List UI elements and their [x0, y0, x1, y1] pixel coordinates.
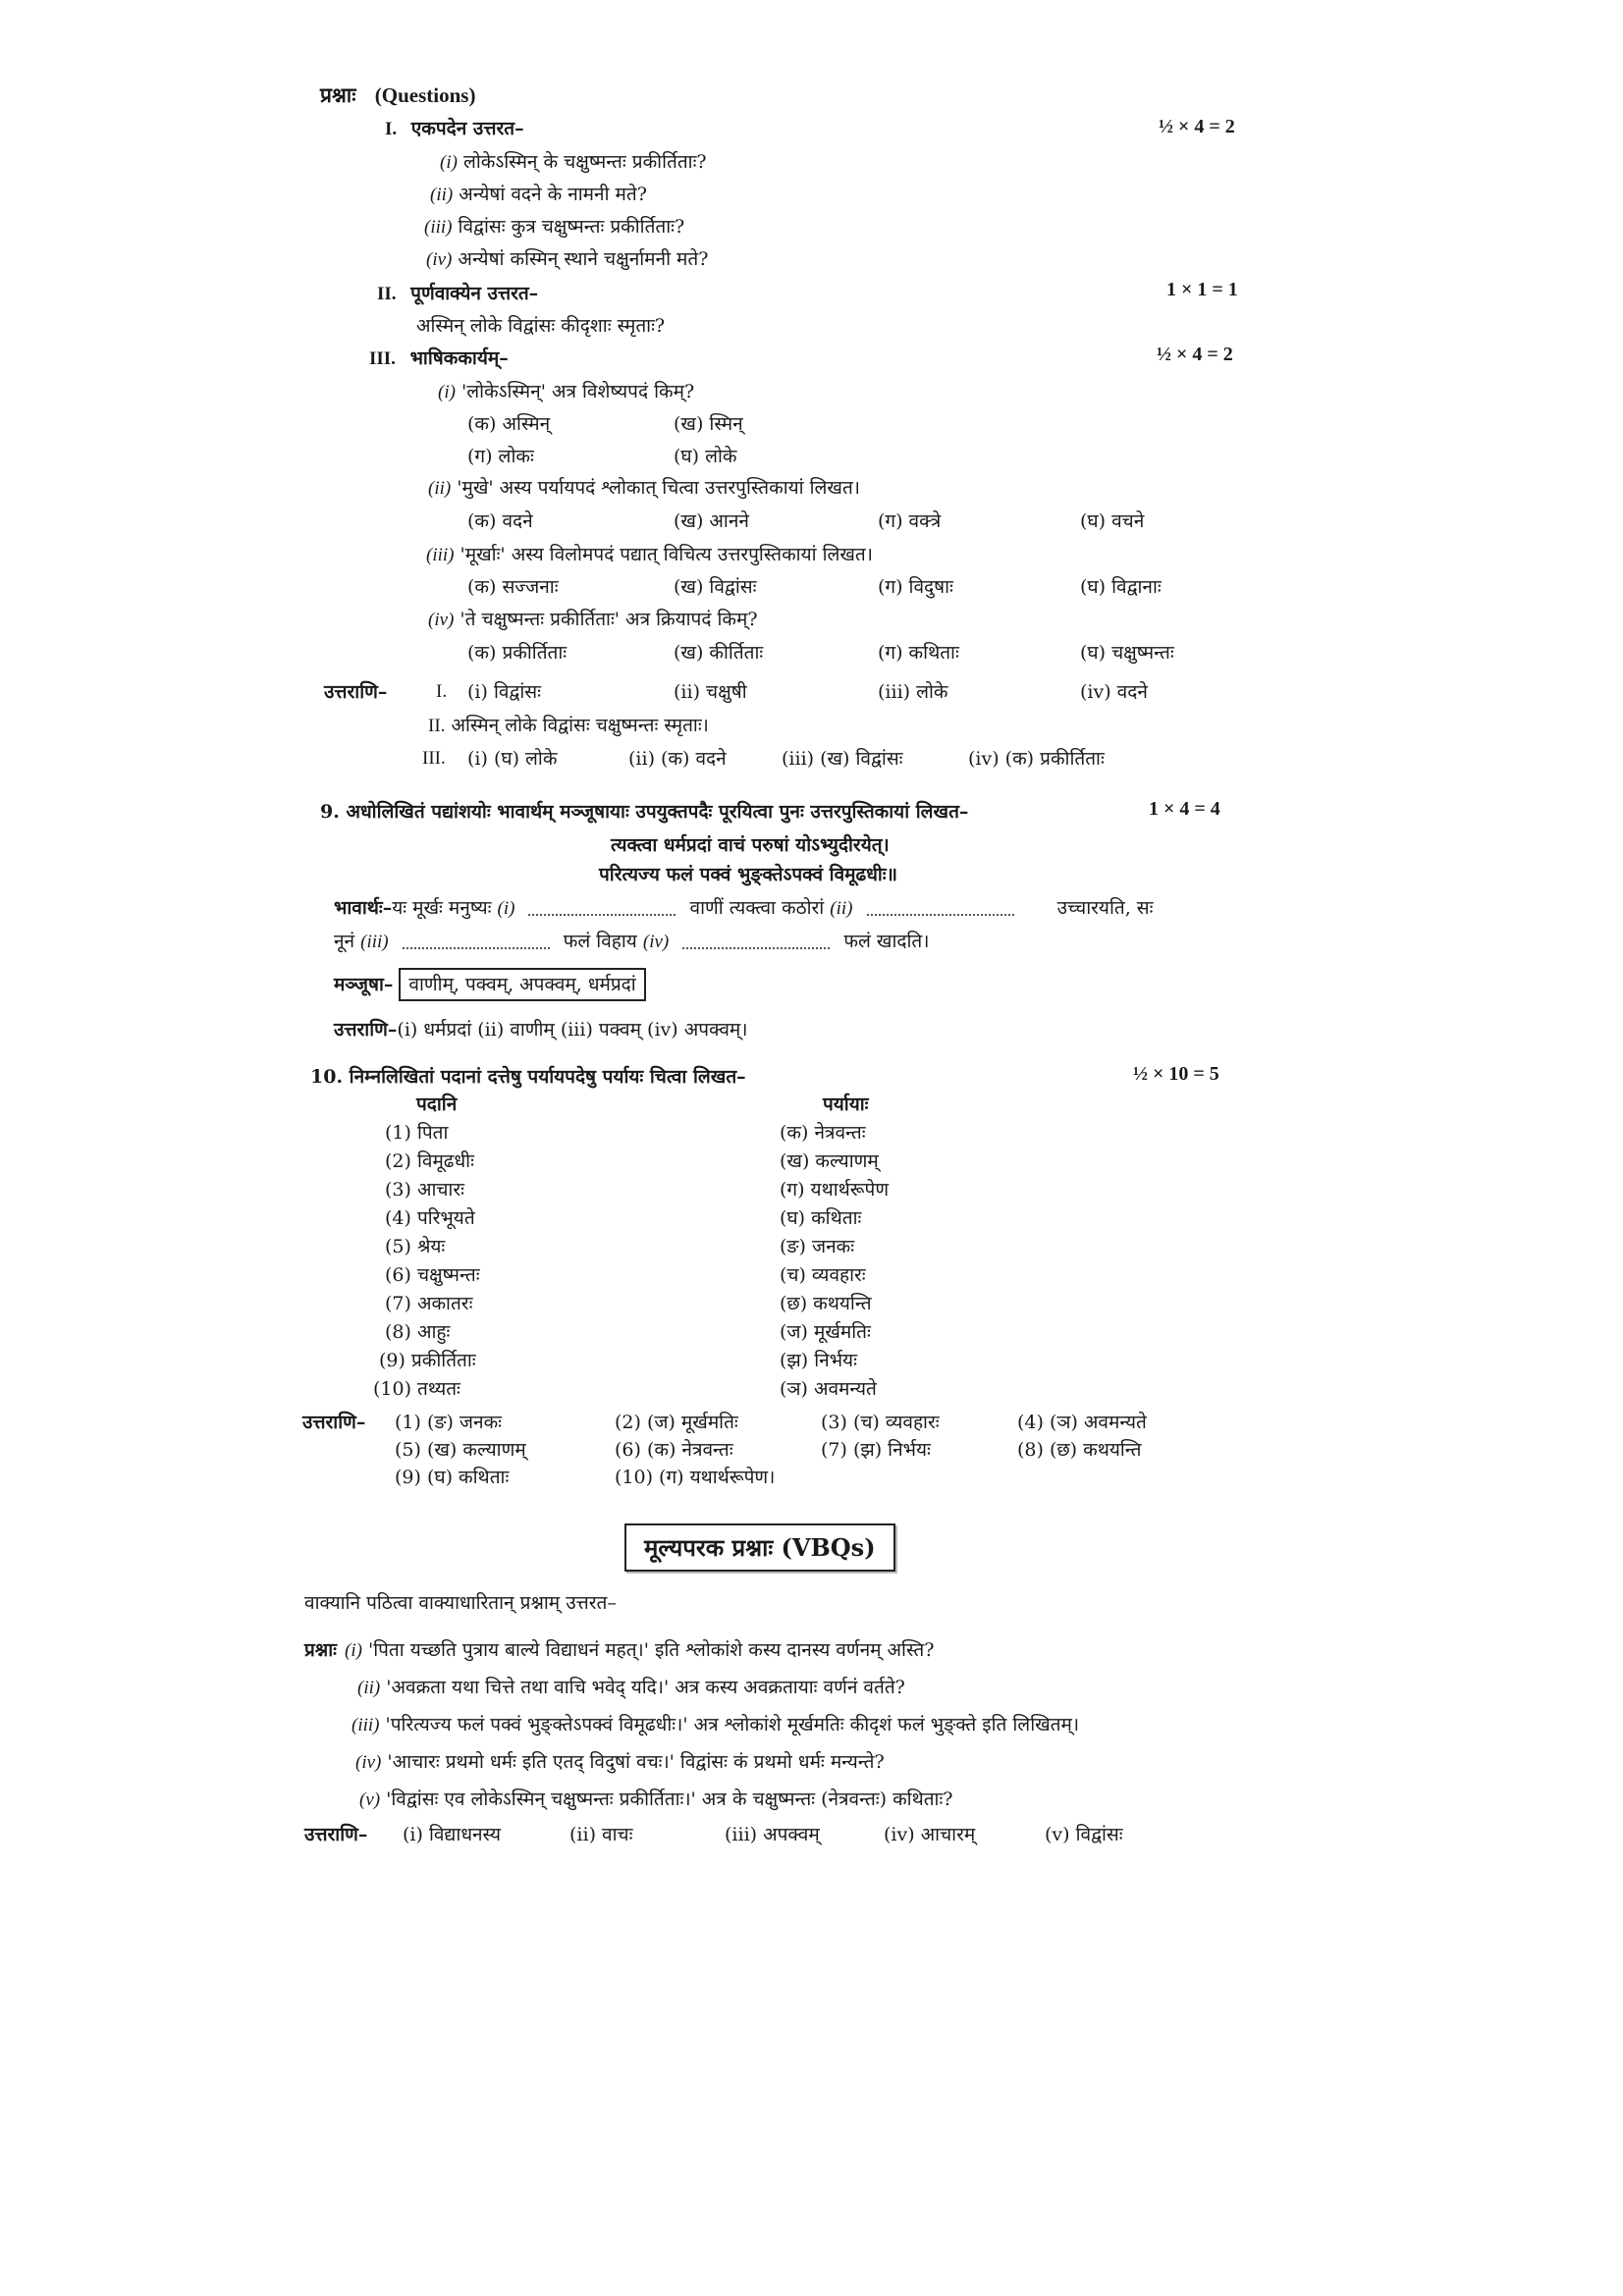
- sec1-question: [430, 182, 647, 208]
- answers-label: उत्तराणि–: [324, 681, 388, 703]
- vbq-question: [304, 1637, 934, 1664]
- word-item: (4) परिभूयते: [385, 1207, 475, 1229]
- option: (ग) कथिताः: [878, 642, 959, 664]
- answer-item: (iii) (ख) विद्वांसः: [782, 748, 903, 770]
- answer-item: (v) विद्वांसः: [1045, 1824, 1123, 1845]
- answer-item: (6) (क) नेत्रवन्तः: [615, 1439, 733, 1461]
- item-text: 'ते चक्षुष्मन्तः प्रकीर्तिताः' अत्र क्रियापदं किम्?: [460, 609, 758, 630]
- blank-4: [682, 935, 830, 949]
- section-title: भाषिककार्यम्–: [409, 347, 509, 369]
- word-item: (9) प्रकीर्तिताः: [379, 1350, 476, 1371]
- vbq-question: [355, 1749, 885, 1776]
- word-item: (8) आहुः: [385, 1321, 451, 1343]
- answer-item: (ii) चक्षुषी: [674, 681, 747, 703]
- sec1-question: [440, 149, 707, 176]
- answers-text: (i) धर्मप्रदां (ii) वाणीम् (iii) पक्वम् (iv) अपक्वम्।: [397, 1019, 748, 1041]
- item-text: अन्येषां कस्मिन् स्थाने चक्षुर्नामनी मते?: [458, 248, 709, 270]
- option: (घ) वचने: [1080, 510, 1145, 532]
- word-item: (1) पिता: [385, 1122, 449, 1144]
- option: (घ) लोके: [674, 446, 737, 467]
- option: (ख) आनने: [674, 510, 749, 532]
- synonym-item: (ख) कल्याणम्: [780, 1150, 879, 1172]
- q10-title: 10. निम्नलिखितां पदानां दत्तेषु पर्यायपदेषु पर्यायः चित्वा लिखत–: [310, 1066, 746, 1088]
- questions-header: [320, 82, 475, 108]
- col-header-paryaya: पर्यायाः: [823, 1094, 869, 1115]
- item-number: (ii): [428, 478, 452, 499]
- bhavarth-text: उच्चारयति, सः: [1056, 897, 1154, 919]
- option: (क) प्रकीर्तिताः: [467, 642, 568, 664]
- answer-row-number: III.: [422, 748, 446, 769]
- section-2-title: [377, 281, 538, 307]
- item-text: 'परित्यज्य फलं पक्वं भुङ्क्तेऽपक्वं विमूढधीः।' अत्र श्लोकांशे मूर्खमतिः कीदृशं फलं भुङ्क्ते इति लिखितम्।: [385, 1714, 1080, 1735]
- item-text: 'लोकेऽस्मिन्' अत्र विशेष्यपदं किम्?: [460, 381, 695, 402]
- word-item: (5) श्रेयः: [385, 1236, 446, 1257]
- option: (घ) चक्षुष्मन्तः: [1080, 642, 1174, 664]
- vbq-heading: मूल्यपरक प्रश्नाः (VBQs): [624, 1523, 895, 1572]
- word-item: (7) अकातरः: [385, 1293, 473, 1314]
- sec3-question: [438, 379, 694, 405]
- answer-text: अस्मिन् लोके विद्वांसः चक्षुष्मन्तः स्मृताः।: [451, 715, 709, 736]
- answer-item: (ii) वाचः: [569, 1824, 633, 1845]
- section-3-marks: ½ × 4 = 2: [1157, 344, 1233, 365]
- blank-3: [403, 935, 550, 949]
- section-1-title: [385, 116, 524, 142]
- section-number: III.: [369, 348, 396, 369]
- item-number: (iii): [352, 1715, 380, 1735]
- answer-item: (9) (घ) कथिताः: [395, 1467, 510, 1488]
- section-title: पूर्णवाक्येन उत्तरत–: [410, 283, 539, 304]
- bhavarth-text: फलं खादति।: [843, 931, 930, 952]
- answer-item: (iii) लोके: [878, 681, 948, 703]
- item-text: अन्येषां वदने के नामनी मते?: [459, 184, 647, 205]
- answer-item: (i) (घ) लोके: [467, 748, 558, 770]
- vbq-question: [359, 1787, 953, 1813]
- bhavarth-line-1: [334, 895, 1153, 922]
- q10-marks: ½ × 10 = 5: [1133, 1063, 1219, 1085]
- word-item: (2) विमूढधीः: [385, 1150, 474, 1172]
- answer-item: (4) (ञ) अवमन्यते: [1017, 1412, 1147, 1433]
- section-3-title: [369, 346, 509, 372]
- sec1-question: [424, 214, 684, 240]
- option: (ख) कीर्तिताः: [674, 642, 764, 664]
- bhavarth-text: फलं विहाय: [563, 931, 637, 952]
- word-item: (6) चक्षुष्मन्तः: [385, 1264, 480, 1286]
- synonym-item: (ङ) जनकः: [780, 1236, 855, 1257]
- vbq-label: प्रश्नाः: [304, 1639, 338, 1661]
- verse-line-1: त्यक्त्वा धर्मप्रदां वाचं परुषां योऽभ्युदीरयेत्।: [611, 834, 890, 856]
- synonym-item: (ञ) अवमन्यते: [780, 1378, 877, 1400]
- item-text: 'अवक्रता यथा चित्ते तथा वाचि भवेद् यदि।' अत्र कस्य अवक्रतायाः वर्णनं वर्तते?: [386, 1677, 905, 1698]
- synonym-item: (झ) निर्भयः: [780, 1350, 857, 1371]
- option: (ग) लोकः: [467, 446, 534, 467]
- item-number: (i): [438, 382, 456, 402]
- option: (ग) विदुषाः: [878, 576, 953, 598]
- answer-row-number: I.: [436, 681, 448, 702]
- option: (क) अस्मिन्: [467, 413, 551, 435]
- answer-item: (iv) वदने: [1080, 681, 1148, 703]
- answer-row-2: [428, 713, 709, 739]
- header-label-en: (Questions): [374, 83, 476, 107]
- answer-item: (i) विद्वांसः: [467, 681, 541, 703]
- answer-item: (ii) (क) वदने: [628, 748, 727, 770]
- answer-item: (3) (च) व्यवहारः: [821, 1412, 940, 1433]
- option: (घ) विद्वानाः: [1080, 576, 1162, 598]
- section-number: II.: [377, 284, 397, 304]
- bhavarth-text: यः मूर्खः मनुष्यः: [392, 897, 492, 919]
- answer-item: (i) विद्याधनस्य: [403, 1824, 501, 1845]
- synonym-item: (छ) कथयन्ति: [780, 1293, 872, 1314]
- vbq-question: [357, 1675, 905, 1701]
- item-text: विद्वांसः कुत्र चक्षुष्मन्तः प्रकीर्तिताः?: [458, 216, 685, 238]
- answer-item: (7) (झ) निर्भयः: [821, 1439, 931, 1461]
- item-text: 'विद्वांसः एव लोकेऽस्मिन् चक्षुष्मन्तः प्रकीर्तिताः।' अत्र के चक्षुष्मन्तः (नेत्रवन्तः) कथिताः?: [386, 1789, 953, 1810]
- answer-item: (2) (ज) मूर्खमतिः: [615, 1412, 738, 1433]
- q9-title: 9. अधोलिखितं पद्यांशयोः भावार्थम् मञ्जूषायाः उपयुक्तपदैः पूरयित्वा पुनः उत्तरपुस्तिकायां लिखत–: [320, 801, 969, 823]
- section-2-question: अस्मिन् लोके विद्वांसः कीदृशाः स्मृताः?: [416, 315, 666, 337]
- item-text: 'मुखे' अस्य पर्यायपदं श्लोकात् चित्वा उत्तरपुस्तिकायां लिखत।: [457, 477, 860, 499]
- manjusha: [334, 968, 646, 1001]
- item-number: (iii): [426, 545, 455, 565]
- word-item: (3) आचारः: [385, 1179, 464, 1201]
- item-text: 'पिता यच्छति पुत्राय बाल्ये विद्याधनं महत्।' इति श्लोकांशे कस्य दानस्य वर्णनम् अस्ति?: [368, 1639, 935, 1661]
- section-title: एकपदेन उत्तरत–: [410, 118, 524, 139]
- option: (क) वदने: [467, 510, 533, 532]
- q9-answers: [334, 1017, 748, 1042]
- item-number: (iii): [424, 217, 453, 238]
- answer-item: (8) (छ) कथयन्ति: [1017, 1439, 1142, 1461]
- synonym-item: (क) नेत्रवन्तः: [780, 1122, 866, 1144]
- option: (ग) वक्त्रे: [878, 510, 942, 532]
- blank-2: [867, 902, 1014, 916]
- blank-number: (ii): [830, 898, 853, 919]
- blank-1: [528, 902, 676, 916]
- manjusha-box: वाणीम्, पक्वम्, अपक्वम्, धर्मप्रदां: [399, 968, 645, 1001]
- vbq-question: [352, 1712, 1079, 1738]
- answers-label: उत्तराणि–: [304, 1824, 368, 1845]
- answer-item: (10) (ग) यथार्थरूपेण।: [615, 1467, 776, 1488]
- synonym-item: (ज) मूर्खमतिः: [780, 1321, 871, 1343]
- item-text: लोकेऽस्मिन् के चक्षुष्मन्तः प्रकीर्तिताः?: [462, 151, 707, 173]
- answer-item: (iv) आचारम्: [884, 1824, 976, 1845]
- item-number: (iv): [428, 610, 455, 630]
- sec3-question: [426, 542, 873, 568]
- answer-item: (iii) अपक्वम्: [725, 1824, 820, 1845]
- blank-number: (iv): [642, 932, 670, 952]
- answer-row-number: II.: [428, 716, 446, 736]
- bhavarth-text: नूनं: [334, 931, 355, 952]
- item-number: (v): [359, 1789, 381, 1810]
- item-number: (ii): [430, 185, 454, 205]
- item-number: (i): [440, 152, 458, 173]
- item-number: (i): [345, 1640, 362, 1661]
- synonym-item: (च) व्यवहारः: [780, 1264, 866, 1286]
- sec3-question: [428, 475, 860, 502]
- answer-item: (5) (ख) कल्याणम्: [395, 1439, 526, 1461]
- section-number: I.: [385, 119, 398, 139]
- option: (ख) स्मिन्: [674, 413, 743, 435]
- vbq-instruction: वाक्यानि पठित्वा वाक्याधारितान् प्रश्नाम् उत्तरत–: [304, 1592, 617, 1614]
- section-2-marks: 1 × 1 = 1: [1166, 279, 1238, 300]
- item-number: (iv): [426, 249, 453, 270]
- sec3-question: [428, 607, 758, 633]
- q9-marks: 1 × 4 = 4: [1149, 798, 1220, 820]
- section-1-marks: ½ × 4 = 2: [1159, 116, 1235, 137]
- option: (ख) विद्वांसः: [674, 576, 757, 598]
- header-label: प्रश्नाः: [320, 82, 356, 107]
- blank-number: (iii): [360, 932, 389, 952]
- item-number: (iv): [355, 1752, 382, 1773]
- verse-line-2: परित्यज्य फलं पक्वं भुङ्क्तेऽपक्वं विमूढधीः॥: [599, 864, 898, 885]
- manjusha-label: मञ्जूषा–: [334, 974, 394, 995]
- col-header-padani: पदानि: [416, 1094, 458, 1115]
- answers-label: उत्तराणि–: [334, 1019, 398, 1041]
- option: (क) सज्जनाः: [467, 576, 559, 598]
- synonym-item: (ग) यथार्थरूपेण: [780, 1179, 890, 1201]
- item-text: 'आचारः प्रथमो धर्मः इति एतद् विदुषां वचः।' विद्वांसः कं प्रथमो धर्मः मन्यन्ते?: [387, 1751, 885, 1773]
- sec1-question: [426, 246, 708, 273]
- word-item: (10) तथ्यतः: [373, 1378, 460, 1400]
- answers-label: उत्तराणि–: [302, 1412, 366, 1433]
- bhavarth-text: वाणीं त्यक्त्वा कठोरां: [689, 897, 825, 919]
- answer-item: (1) (ङ) जनकः: [395, 1412, 502, 1433]
- blank-number: (i): [497, 898, 515, 919]
- item-text: 'मूर्खाः' अस्य विलोमपदं पद्यात् विचित्य उत्तरपुस्तिकायां लिखत।: [460, 544, 873, 565]
- bhavarth-label: भावार्थः–: [334, 897, 393, 919]
- bhavarth-line-2: [334, 929, 929, 955]
- item-number: (ii): [357, 1678, 381, 1698]
- synonym-item: (घ) कथिताः: [780, 1207, 862, 1229]
- answer-item: (iv) (क) प्रकीर्तिताः: [968, 748, 1105, 770]
